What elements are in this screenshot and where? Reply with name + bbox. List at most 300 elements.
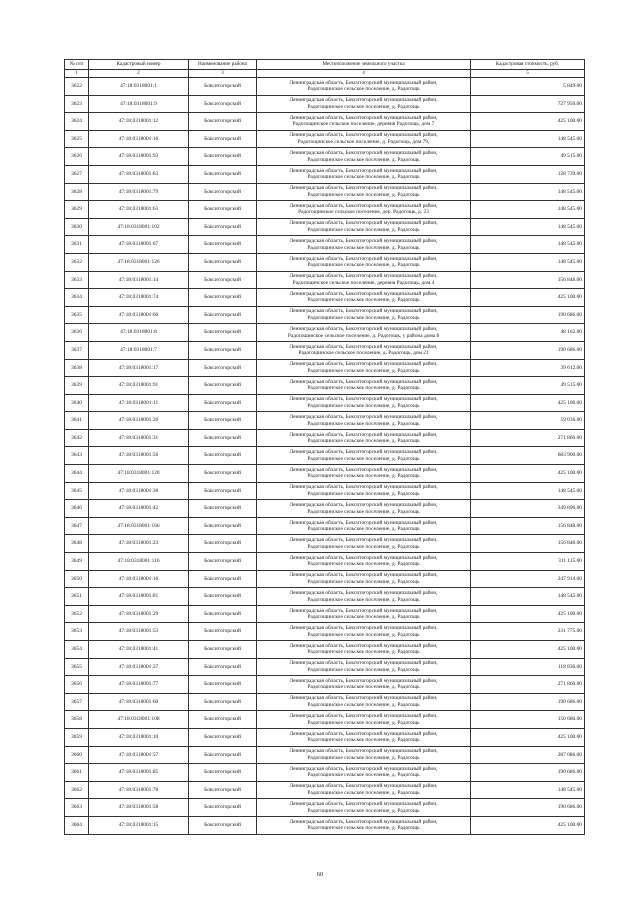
table-row xyxy=(65,78,585,96)
row-number: 3624 xyxy=(65,113,89,131)
table-row xyxy=(65,605,585,623)
cadastral-number: 47:18:0318001:116 xyxy=(89,553,189,571)
cadastral-number: 47:18:0318001:79 xyxy=(89,183,189,201)
table-row xyxy=(65,412,585,430)
address-line: Радогощинское сельское поселение, д. Радогощь xyxy=(307,754,420,761)
cadastral-value: 5 849.00 xyxy=(471,78,585,96)
address-line: Ленинградская область, Бокситогорский муниципальный район, xyxy=(289,554,438,561)
location-address xyxy=(257,165,471,183)
address-line: Ленинградская область, Бокситогорский муниципальный район, xyxy=(289,642,438,649)
header-cadastral-number: Кадастровый номер xyxy=(89,60,189,70)
cadastral-number: 47:18:0318001:60 xyxy=(89,693,189,711)
district-name: Бокситогорский xyxy=(189,218,257,236)
district-name: Бокситогорский xyxy=(189,570,257,588)
address-line: Ленинградская область, Бокситогорский муниципальный район, xyxy=(289,150,438,157)
column-number: 3 xyxy=(189,70,257,78)
address-line: Радогощинское сельское поселение, д. Радогощь xyxy=(307,772,420,779)
table-row xyxy=(65,95,585,113)
location-address xyxy=(257,78,471,96)
address-line: Ленинградская область, Бокситогорский муниципальный район, xyxy=(289,765,438,772)
cadastral-value: 148 545.00 xyxy=(471,236,585,254)
location-address xyxy=(257,429,471,447)
location-address xyxy=(257,799,471,817)
location-address xyxy=(257,517,471,535)
cadastral-number: 47:18:0318001:26 xyxy=(89,412,189,430)
address-line: Радогощинское сельское поселение, дер. Радогощь, д. 23 xyxy=(298,209,429,216)
cadastral-number: 47:18:0318001:58 xyxy=(89,799,189,817)
address-line: Ленинградская область, Бокситогорский муниципальный район, xyxy=(289,625,438,632)
address-line: Радогощинское сельское поселение, д. Радогощь xyxy=(307,666,420,673)
cadastral-value: 425 100.00 xyxy=(471,289,585,307)
district-name: Бокситогорский xyxy=(189,78,257,96)
address-line: Ленинградская область, Бокситогорский муниципальный район, xyxy=(289,308,438,315)
cadastral-value: 425 100.00 xyxy=(471,605,585,623)
table-row xyxy=(65,341,585,359)
table-row xyxy=(65,517,585,535)
location-address xyxy=(257,377,471,395)
row-number: 3653 xyxy=(65,623,89,641)
address-line: Ленинградская область, Бокситогорский муниципальный район, xyxy=(289,801,438,808)
cadastral-number: 47:18:0318001:17 xyxy=(89,359,189,377)
table-row xyxy=(65,113,585,131)
cadastral-value: 150 680.00 xyxy=(471,711,585,729)
cadastral-number: 47:18:0318001:16 xyxy=(89,130,189,148)
district-name: Бокситогорский xyxy=(189,289,257,307)
table-row xyxy=(65,676,585,694)
row-number: 3638 xyxy=(65,359,89,377)
cadastral-number: 47:18:0318001:38 xyxy=(89,482,189,500)
cadastral-value: 425 100.00 xyxy=(471,113,585,131)
address-line: Радогощинское сельское поселение, д. Радогощь xyxy=(307,402,420,409)
row-number: 3655 xyxy=(65,658,89,676)
cadastral-value: 48 162.00 xyxy=(471,324,585,342)
district-name: Бокситогорский xyxy=(189,377,257,395)
cadastral-number: 47:18:0318001:31 xyxy=(89,429,189,447)
cadastral-number: 47:18:0318001:56 xyxy=(89,447,189,465)
district-name: Бокситогорский xyxy=(189,693,257,711)
cadastral-value: 425 100.00 xyxy=(471,816,585,834)
location-address xyxy=(257,711,471,729)
address-line: Ленинградская область, Бокситогорский муниципальный район, xyxy=(289,255,438,262)
address-line: Ленинградская область, Бокситогорский муниципальный район, xyxy=(289,396,438,403)
table-row xyxy=(65,693,585,711)
row-number: 3630 xyxy=(65,218,89,236)
location-address xyxy=(257,623,471,641)
cadastral-value: 231 775.00 xyxy=(471,623,585,641)
address-line: Ленинградская область, Бокситогорский муниципальный район, xyxy=(289,519,438,526)
location-address xyxy=(257,289,471,307)
cadastral-number: 47:18:0318001:41 xyxy=(89,641,189,659)
address-line: Радогощинское сельское поселение, д. Радогощь xyxy=(307,825,420,832)
location-address xyxy=(257,253,471,271)
cadastral-number: 47:18:0318001:14 xyxy=(89,271,189,289)
row-number: 3645 xyxy=(65,482,89,500)
cadastral-number: 47:18:0318001:42 xyxy=(89,500,189,518)
column-number-row xyxy=(65,70,585,78)
cadastral-value: 190 686.00 xyxy=(471,341,585,359)
table-row xyxy=(65,201,585,219)
address-line: Ленинградская область, Бокситогорский муниципальный район, xyxy=(289,677,438,684)
row-number: 3652 xyxy=(65,605,89,623)
cadastral-value: 247 914.00 xyxy=(471,570,585,588)
address-line: Ленинградская область, Бокситогорский муниципальный район, xyxy=(289,748,438,755)
cadastral-number: 47:18:0318001:15 xyxy=(89,816,189,834)
district-name: Бокситогорский xyxy=(189,447,257,465)
address-line: Ленинградская область, Бокситогорский муниципальный район, xyxy=(289,273,438,280)
address-line: Радогощинское сельское поселение, д. Радогощь xyxy=(307,702,420,709)
row-number: 3663 xyxy=(65,799,89,817)
cadastral-value: 683 900.00 xyxy=(471,447,585,465)
cadastral-value: 349 896.00 xyxy=(471,500,585,518)
location-address xyxy=(257,693,471,711)
row-number: 3634 xyxy=(65,289,89,307)
cadastral-value: 49 515.00 xyxy=(471,148,585,166)
location-address xyxy=(257,764,471,782)
location-address xyxy=(257,676,471,694)
cadastral-number: 47:18:0318001:8 xyxy=(89,324,189,342)
address-line: Радогощинское сельское поселение, д. Радогощь xyxy=(307,473,420,480)
address-line: Радогощинское сельское поселение, д. Радогощь xyxy=(307,578,420,585)
table-row xyxy=(65,447,585,465)
address-line: Ленинградская область, Бокситогорский муниципальный район, xyxy=(289,449,438,456)
cadastral-number: 47:18:0318001:78 xyxy=(89,781,189,799)
address-line: Ленинградская область, Бокситогорский муниципальный район, xyxy=(289,361,438,368)
table-row xyxy=(65,306,585,324)
table-row xyxy=(65,289,585,307)
district-name: Бокситогорский xyxy=(189,728,257,746)
row-number: 3644 xyxy=(65,465,89,483)
location-address xyxy=(257,201,471,219)
row-number: 3631 xyxy=(65,236,89,254)
header-number: № п/п xyxy=(65,60,89,70)
cadastral-number: 47:18:0318001:57 xyxy=(89,746,189,764)
address-line: Радогощинское сельское поселение, д. Радогощь xyxy=(307,244,420,251)
cadastral-value: 39 612.00 xyxy=(471,359,585,377)
table-row xyxy=(65,553,585,571)
district-name: Бокситогорский xyxy=(189,130,257,148)
district-name: Бокситогорский xyxy=(189,500,257,518)
cadastral-number: 47:18:0318001:63 xyxy=(89,201,189,219)
table-row xyxy=(65,623,585,641)
table-row xyxy=(65,570,585,588)
row-number: 3650 xyxy=(65,570,89,588)
location-address xyxy=(257,113,471,131)
district-name: Бокситогорский xyxy=(189,183,257,201)
address-line: Ленинградская область, Бокситогорский муниципальный район, xyxy=(289,238,438,245)
cadastral-number: 47:18:0318001:91 xyxy=(89,377,189,395)
district-name: Бокситогорский xyxy=(189,553,257,571)
table-row xyxy=(65,165,585,183)
address-line: Радогощинское сельское поселение, д. Радогощь xyxy=(307,614,420,621)
address-line: Ленинградская область, Бокситогорский муниципальный район, xyxy=(289,730,438,737)
location-address xyxy=(257,130,471,148)
district-name: Бокситогорский xyxy=(189,201,257,219)
row-number: 3662 xyxy=(65,781,89,799)
column-number: 1 xyxy=(65,70,89,78)
cadastral-number: 47:18:0318001:93 xyxy=(89,148,189,166)
page-number: 60 xyxy=(316,871,324,878)
district-name: Бокситогорский xyxy=(189,341,257,359)
district-name: Бокситогорский xyxy=(189,799,257,817)
table-row xyxy=(65,535,585,553)
address-line: Радогощинское сельское поселение, деревня Радогощь, дом 4 xyxy=(292,279,435,286)
location-address xyxy=(257,412,471,430)
cadastral-value: 190 686.00 xyxy=(471,764,585,782)
cadastral-number: 47:18:0318001:126 xyxy=(89,253,189,271)
address-line: Ленинградская область, Бокситогорский муниципальный район, xyxy=(289,431,438,438)
cadastral-value: 148 545.00 xyxy=(471,253,585,271)
row-number: 3651 xyxy=(65,588,89,606)
table-row xyxy=(65,711,585,729)
row-number: 3632 xyxy=(65,253,89,271)
address-line: Ленинградская область, Бокситогорский муниципальный район, xyxy=(289,413,438,420)
row-number: 3659 xyxy=(65,728,89,746)
district-name: Бокситогорский xyxy=(189,253,257,271)
district-name: Бокситогорский xyxy=(189,676,257,694)
district-name: Бокситогорский xyxy=(189,324,257,342)
cadastral-number: 47:18:0318001:12 xyxy=(89,113,189,131)
row-number: 3626 xyxy=(65,148,89,166)
table-row xyxy=(65,728,585,746)
row-number: 3625 xyxy=(65,130,89,148)
cadastral-value: 425 100.00 xyxy=(471,641,585,659)
location-address xyxy=(257,306,471,324)
address-line: Радогощинское сельское поселение, д. Радогощь xyxy=(307,174,420,181)
cadastral-number: 47:18:0318001:1 xyxy=(89,78,189,96)
district-name: Бокситогорский xyxy=(189,482,257,500)
location-address xyxy=(257,482,471,500)
address-line: Ленинградская область, Бокситогорский муниципальный район, xyxy=(289,783,438,790)
location-address xyxy=(257,658,471,676)
table-row xyxy=(65,324,585,342)
cadastral-table xyxy=(64,59,585,835)
row-number: 3622 xyxy=(65,78,89,96)
table-row xyxy=(65,236,585,254)
row-number: 3633 xyxy=(65,271,89,289)
table-row xyxy=(65,130,585,148)
address-line: Ленинградская область, Бокситогорский муниципальный район, xyxy=(289,326,438,333)
address-line: Радогощинское сельское поселение, д. Радогощь xyxy=(307,103,420,110)
address-line: Радогощинское сельское поселение, д. Радогощь xyxy=(307,631,420,638)
cadastral-value: 156 848.00 xyxy=(471,535,585,553)
address-line: Радогощинское сельское поселение, д. Радогощь xyxy=(307,315,420,322)
row-number: 3647 xyxy=(65,517,89,535)
address-line: Радогощинское сельское поселение, д. Радогощь xyxy=(307,508,420,515)
row-number: 3661 xyxy=(65,764,89,782)
address-line: Ленинградская область, Бокситогорский муниципальный район, xyxy=(289,114,438,121)
address-line: Ленинградская область, Бокситогорский муниципальный район, xyxy=(289,484,438,491)
address-line: Ленинградская область, Бокситогорский муниципальный район, xyxy=(289,167,438,174)
address-line: Ленинградская область, Бокситогорский муниципальный район, xyxy=(289,501,438,508)
address-line: Радогощинское сельское поселение, д. Радогощь xyxy=(307,367,420,374)
district-name: Бокситогорский xyxy=(189,764,257,782)
cadastral-value: 311 115.00 xyxy=(471,553,585,571)
header-district: Наименование района xyxy=(189,60,257,70)
header-location: Местоположение земельного участка xyxy=(257,60,471,70)
district-name: Бокситогорский xyxy=(189,412,257,430)
location-address xyxy=(257,781,471,799)
header-row xyxy=(65,60,585,70)
district-name: Бокситогорский xyxy=(189,113,257,131)
cadastral-value: 156 848.00 xyxy=(471,271,585,289)
cadastral-value: 190 686.00 xyxy=(471,306,585,324)
address-line: Ленинградская область, Бокситогорский муниципальный район, xyxy=(289,537,438,544)
cadastral-number: 47:18:0318001:74 xyxy=(89,289,189,307)
cadastral-value: 190 686.00 xyxy=(471,693,585,711)
address-line: Ленинградская область, Бокситогорский муниципальный район, xyxy=(289,818,438,825)
district-name: Бокситогорский xyxy=(189,95,257,113)
district-name: Бокситогорский xyxy=(189,746,257,764)
cadastral-number: 47:18:0318001:120 xyxy=(89,465,189,483)
table-row xyxy=(65,377,585,395)
district-name: Бокситогорский xyxy=(189,165,257,183)
district-name: Бокситогорский xyxy=(189,236,257,254)
address-line: Ленинградская область, Бокситогорский муниципальный район, xyxy=(289,695,438,702)
address-line: Радогощинское сельское поселение, д. Радогощь xyxy=(307,543,420,550)
address-line: Радогощинское сельское поселение, деревня Радогощь, дом 7 xyxy=(292,121,435,128)
cadastral-number: 47:18:0318001:81 xyxy=(89,588,189,606)
location-address xyxy=(257,394,471,412)
district-name: Бокситогорский xyxy=(189,605,257,623)
location-address xyxy=(257,746,471,764)
location-address xyxy=(257,236,471,254)
row-number: 3623 xyxy=(65,95,89,113)
table-row xyxy=(65,359,585,377)
cadastral-number: 47:18:0318001:16 xyxy=(89,570,189,588)
district-name: Бокситогорский xyxy=(189,429,257,447)
location-address xyxy=(257,553,471,571)
cadastral-number: 47:18:0318001:7 xyxy=(89,341,189,359)
address-line: Радогощинское сельское поселение, д. Радогощь xyxy=(307,86,420,93)
location-address xyxy=(257,500,471,518)
row-number: 3664 xyxy=(65,816,89,834)
address-line: Радогощинское сельское поселение, д. Радогощь xyxy=(307,807,420,814)
table-row xyxy=(65,781,585,799)
table-row xyxy=(65,253,585,271)
address-line: Радогощинское сельское поселение, д. Радогощь, у района дома 8 xyxy=(287,332,440,339)
address-line: Ленинградская область, Бокситогорский муниципальный район, xyxy=(289,220,438,227)
cadastral-value: 148 545.00 xyxy=(471,781,585,799)
address-line: Радогощинское сельское поселение, д. Радогощь xyxy=(307,490,420,497)
cadastral-number: 47:18:0318001:29 xyxy=(89,605,189,623)
address-line: Радогощинское сельское поселение, д. Радогощь, дом 21 xyxy=(298,350,429,357)
cadastral-value: 148 545.00 xyxy=(471,183,585,201)
cadastral-value: 425 100.00 xyxy=(471,728,585,746)
table-row xyxy=(65,658,585,676)
address-line: Радогощинское сельское поселение, д. Радогощь xyxy=(307,455,420,462)
address-line: Радогощинское сельское поселение, д. Радогощь, дом 79, xyxy=(297,139,430,146)
location-address xyxy=(257,535,471,553)
cadastral-number: 47:18:0318001:11 xyxy=(89,394,189,412)
table-row xyxy=(65,218,585,236)
cadastral-value: 190 686.00 xyxy=(471,799,585,817)
address-line: Радогощинское сельское поселение, д. Радогощь xyxy=(307,561,420,568)
row-number: 3643 xyxy=(65,447,89,465)
district-name: Бокситогорский xyxy=(189,588,257,606)
header-cadastral-value: Кадастровая стоимость, руб. xyxy=(471,60,585,70)
address-line: Радогощинское сельское поселение, д. Радогощь xyxy=(307,596,420,603)
table-row xyxy=(65,500,585,518)
cadastral-number: 47:18:0318001:67 xyxy=(89,236,189,254)
row-number: 3656 xyxy=(65,676,89,694)
row-number: 3654 xyxy=(65,641,89,659)
cadastral-value: 271 860.00 xyxy=(471,429,585,447)
table-row xyxy=(65,746,585,764)
location-address xyxy=(257,447,471,465)
row-number: 3658 xyxy=(65,711,89,729)
row-number: 3639 xyxy=(65,377,89,395)
row-number: 3637 xyxy=(65,341,89,359)
cadastral-number: 47:18:0318001:10 xyxy=(89,728,189,746)
cadastral-number: 47:18:0318001:77 xyxy=(89,676,189,694)
location-address xyxy=(257,148,471,166)
location-address xyxy=(257,588,471,606)
cadastral-number: 47:18:0318001:37 xyxy=(89,658,189,676)
row-number: 3640 xyxy=(65,394,89,412)
column-number: 4 xyxy=(257,70,471,78)
cadastral-number: 47:18:0318001:166 xyxy=(89,517,189,535)
cadastral-number: 47:18:0318001:108 xyxy=(89,711,189,729)
address-line: Радогощинское сельское поселение, д. Радогощь xyxy=(307,719,420,726)
cadastral-value: 148 545.00 xyxy=(471,218,585,236)
location-address xyxy=(257,218,471,236)
cadastral-number: 47:18:0318001:102 xyxy=(89,218,189,236)
table-row xyxy=(65,764,585,782)
table-row xyxy=(65,394,585,412)
location-address xyxy=(257,359,471,377)
table-body xyxy=(65,78,585,835)
table-row xyxy=(65,482,585,500)
district-name: Бокситогорский xyxy=(189,359,257,377)
table-row xyxy=(65,465,585,483)
location-address xyxy=(257,728,471,746)
address-line: Ленинградская область, Бокситогорский муниципальный район, xyxy=(289,660,438,667)
cadastral-value: 148 545.00 xyxy=(471,130,585,148)
address-line: Ленинградская область, Бокситогорский муниципальный район, xyxy=(289,343,438,350)
address-line: Радогощинское сельское поселение, д. Радогощь xyxy=(307,385,420,392)
location-address xyxy=(257,465,471,483)
district-name: Бокситогорский xyxy=(189,271,257,289)
address-line: Радогощинское сельское поселение, д. Радогощь xyxy=(307,790,420,797)
cadastral-value: 425 100.00 xyxy=(471,394,585,412)
address-line: Ленинградская область, Бокситогорский муниципальный район, xyxy=(289,589,438,596)
row-number: 3660 xyxy=(65,746,89,764)
cadastral-value: 287 086.00 xyxy=(471,746,585,764)
address-line: Ленинградская область, Бокситогорский муниципальный район, xyxy=(289,466,438,473)
cadastral-number: 47:18:0318001:23 xyxy=(89,535,189,553)
address-line: Радогощинское сельское поселение, д. Радогощь xyxy=(307,526,420,533)
cadastral-number: 47:18:0318001:53 xyxy=(89,623,189,641)
row-number: 3642 xyxy=(65,429,89,447)
address-line: Радогощинское сельское поселение, д. Радогощь xyxy=(307,420,420,427)
cadastral-value: 128 739.00 xyxy=(471,165,585,183)
address-line: Радогощинское сельское поселение, д. Радогощь xyxy=(307,156,420,163)
table-row xyxy=(65,148,585,166)
address-line: Радогощинское сельское поселение, д. Радогощь xyxy=(307,262,420,269)
table-row xyxy=(65,641,585,659)
district-name: Бокситогорский xyxy=(189,394,257,412)
address-line: Радогощинское сельское поселение, д. Радогощь xyxy=(307,684,420,691)
cadastral-value: 148 545.00 xyxy=(471,588,585,606)
address-line: Ленинградская область, Бокситогорский муниципальный район, xyxy=(289,79,438,86)
row-number: 3657 xyxy=(65,693,89,711)
cadastral-value: 148 545.00 xyxy=(471,482,585,500)
table-header xyxy=(65,60,585,78)
location-address xyxy=(257,324,471,342)
cadastral-value: 118 836.00 xyxy=(471,658,585,676)
address-line: Радогощинское сельское поселение, д. Радогощь xyxy=(307,227,420,234)
location-address xyxy=(257,95,471,113)
